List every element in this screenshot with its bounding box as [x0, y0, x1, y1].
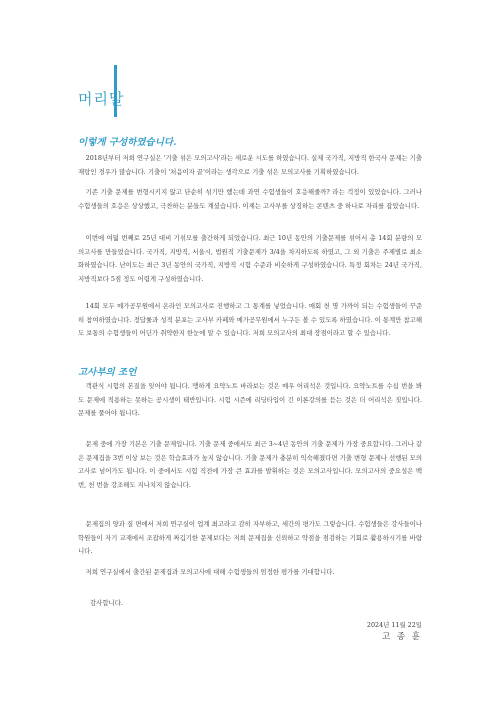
author-signature: 고 종 훈: [381, 632, 422, 642]
section-heading-composition: 이렇게 구성하였습니다.: [78, 137, 177, 148]
page-title: 머리말: [78, 90, 125, 108]
paragraph: 문제집의 양과 질 면에서 저희 연구실이 업계 최고라고 감히 자부하고, 세간의 평가도 그렇습니다. 수험생들은 강사들이나 학원들이 자기 교재에서 조잡하게 짜깁기한 문제보다는 저희 문제집을 신뢰하고 약점을 점검하는 기회로 활용하시기를 바랍니다.: [78, 520, 422, 556]
paragraph: 저희 연구실에서 출간된 문제집과 모의고사에 대해 수험생들의 엄정한 평가를 기대합니다.: [85, 568, 335, 576]
paragraph: 14회 모두 메가공무원에서 온라인 모의고사로 진행하고 그 통계를 넣었습니다. 매회 천 명 가까이 되는 수험생들이 꾸준히 참여하였습니다. 정답률과 성적 분포는 고사부 카페와 메가공무원에서 누구든 볼 수 있도록 하였습니다. 이 통계만 참고해도 보통의 수험생들이 어딘가 취약한지 한눈에 알 수 있습니다. 저희 모의고사의 최대 장점이라고 할 수 있습니다.: [78, 302, 422, 338]
paragraph: 기존 기출 문제를 변형시키지 않고 단순히 섞기만 했는데 과연 수험생들이 호응해줄까? 라는 걱정이 있었습니다. 그러나 수험생들의 호응은 상상했고, 극찬하는 분들도 계셨습니다. 이제는 고사부를 상징하는 콘텐츠 중 하나로 자리를 잡았습니다.: [78, 188, 422, 210]
paragraph: 2018년부터 저희 연구실은 '기출 섞은 모의고사'라는 새로운 시도를 하였습니다. 실제 국가직, 지방직 한국사 문제는 기출 재탕인 경우가 많습니다. 기출이 '처음이자 끝'이라는 생각으로 기출 섞은 모의고사를 기획하였습니다.: [78, 154, 422, 176]
paragraph: 이번에 여덟 번째로 25년 대비 기섞모를 출간하게 되었습니다. 최근 10년 동안의 기출문제를 섞어서 총 14회 분량의 모의고사를 만들었습니다. 국가직, 지방직, 서울시, 법원직 기출문제가 3/4을 차지하도록 하였고, 그 외 기출은 주제별로 최소화하였습니다. 난이도는 최근 3년 동안의 국가직, 지방직 시험 수준과 비슷하게 구성하였습니다. 특정 회차는 24년 국가직, 지방직보다 5점 정도 어렵게 구성하였습니다.: [78, 234, 422, 283]
paragraph: 객관식 시험의 본질을 잊어야 됩니다. 맹하게 요약노트 바라보는 것은 매우 어리석은 것입니다. 요약노트를 수십 번을 봐도 문제에 적용하는 못하는 공시생이 태반입니다. 시험 시즌에 리딩타입이 긴 이론강의를 듣는 것은 더 어리석은 짓입니다. 문제를 풀어야 됩니다.: [78, 382, 422, 418]
paragraph: 문제 중에 가장 기본은 기출 문제입니다. 기출 문제 중에서도 최근 3~4년 동안의 기출 문제가 가장 중요합니다. 그러나 같은 문제집을 3번 이상 보는 것은 학습효과가 높지 않습니다. 기출 문제가 충분히 익숙해졌다면 기출 변형 문제나 선행된 모의고사로 넘어가도 됩니다. 이 중에서도 시험 직전에 가장 큰 효과를 발휘하는 것은 모의고사입니다. 모의고사의 중요성은 백 번, 천 번을 강조해도 지나치지 않습니다.: [78, 440, 422, 489]
closing-text: 감사합니다.: [90, 599, 123, 607]
date: 2024년 11월 22일: [366, 621, 422, 629]
section-heading-advice: 고사부의 조언: [78, 367, 137, 378]
